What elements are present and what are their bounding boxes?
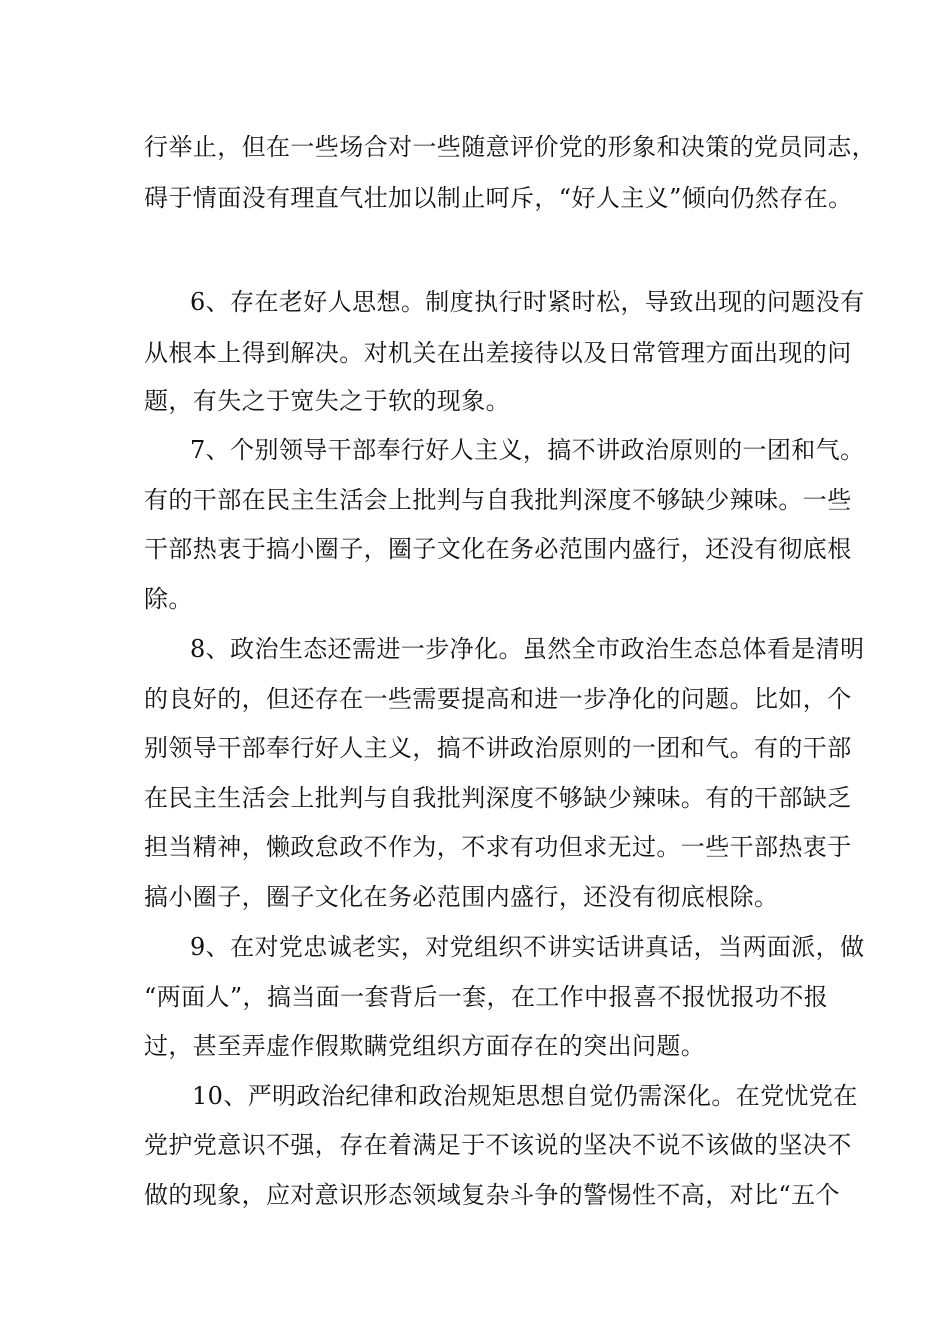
paragraph-8-line: 8、政治生态还需进一步净化。虽然全市政治生态总体看是清明 [190, 635, 865, 663]
text-line: 题，有失之于宽失之于软的现象。 [144, 387, 510, 415]
paragraph-10-line: 10、严明政治纪律和政治规矩思想自觉仍需深化。在党忧党在 [192, 1082, 858, 1110]
text-line: 搞小圈子，圈子文化在务必范围内盛行，还没有彻底根除。 [144, 883, 779, 911]
text-line: 的良好的，但还存在一些需要提高和进一步净化的问题。比如，个 [144, 685, 852, 713]
paragraph-6-line: 6、存在老好人思想。制度执行时紧时松，导致出现的问题没有 [190, 288, 865, 316]
text-line: 做的现象，应对意识形态领域复杂斗争的警惕性不高，对比“五个 [144, 1181, 840, 1209]
text-line: 党护党意识不强，存在着满足于不该说的坚决不说不该做的坚决不 [144, 1131, 852, 1159]
text-line: 在民主生活会上批判与自我批判深度不够缺少辣味。有的干部缺乏 [144, 784, 852, 812]
text-line: “两面人”，搞当面一套背后一套，在工作中报喜不报忧报功不报 [144, 983, 829, 1011]
text-line: 除。 [144, 585, 193, 613]
text-line: 别领导干部奉行好人主义，搞不讲政治原则的一团和气。有的干部 [144, 734, 852, 762]
text-line: 过，甚至弄虚作假欺瞒党组织方面存在的突出问题。 [144, 1032, 706, 1060]
text-line: 干部热衷于搞小圈子，圈子文化在务必范围内盛行，还没有彻底根 [144, 535, 852, 563]
text-line: 从根本上得到解决。对机关在出差接待以及日常管理方面出现的问 [144, 339, 852, 367]
text-line: 担当精神，懒政怠政不作为，不求有功但求无过。一些干部热衷于 [144, 833, 852, 861]
paragraph-9-line: 9、在对党忠诚老实，对党组织不讲实话讲真话，当两面派，做 [190, 933, 865, 961]
text-line: 行举止，但在一些场合对一些随意评价党的形象和决策的党员同志， [144, 133, 876, 161]
text-line: 碍于情面没有理直气壮加以制止呵斥，“好人主义”倾向仍然存在。 [144, 184, 853, 212]
paragraph-7-line: 7、个别领导干部奉行好人主义，搞不讲政治原则的一团和气。 [190, 436, 865, 464]
text-line: 有的干部在民主生活会上批判与自我批判深度不够缺少辣味。一些 [144, 486, 852, 514]
